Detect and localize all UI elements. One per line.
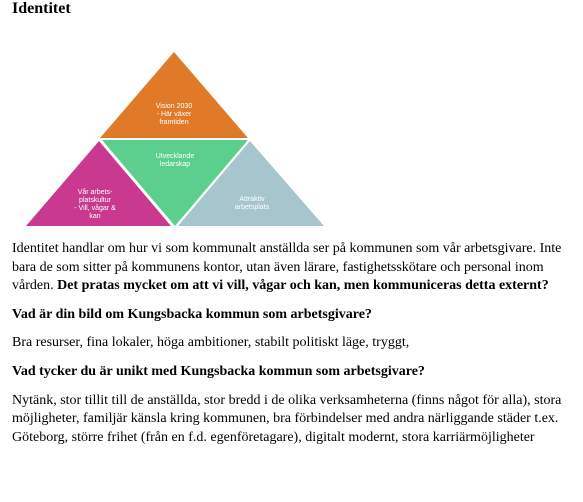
pyramid-label-line: ledarskap	[159, 161, 191, 168]
intro-text: Identitet handlar om hur vi som kommunalt anställda ser på kommunen som vår arbetsgivare. Inte bara de som sitter på kommunens kontor, utan även lärare, fastighetsskötare och personal inom vården.	[12, 241, 562, 294]
answer-2: Nytänk, stor tillit till de anställda, stor bredd i de olika verksamheterna (finns något för alla), stora möjligheter, familjär känsla kring kommunen, bra förbindelser med andra närliggande städer t.ex. Göteborg, större frihet (från en f.d. egenföretagare), digitalt modernt, stora karriärmöjligheter	[12, 392, 562, 445]
pyramid-label-line: platskultur	[79, 197, 111, 204]
pyramid-svg	[12, 48, 328, 228]
pyramid-center-label	[156, 153, 195, 168]
document-body	[12, 240, 572, 457]
pyramid-label-line: Attraktiv	[239, 196, 265, 203]
pyramid-label-line: Vision 2030	[155, 103, 193, 110]
pyramid-top-label	[156, 103, 193, 126]
pyramid-label-line: - Vill, vågar &	[74, 205, 116, 212]
pyramid-label-line: framtiden	[159, 119, 189, 126]
question-1: Vad är din bild om Kungsbacka kommun som arbetsgivare?	[12, 306, 372, 322]
answer-1: Bra resurser, fina lokaler, höga ambitioner, stabilt politiskt läge, tryggt,	[12, 335, 410, 351]
pyramid-label-line: Utvecklande	[155, 153, 195, 160]
intro-question: Det pratas mycket om att vi vill, vågar och kan, men kommuniceras detta externt?	[57, 278, 549, 294]
intro-paragraph	[12, 240, 572, 296]
question-2: Vad tycker du är unikt med Kungsbacka kommun som arbetsgivare?	[12, 363, 425, 379]
document-page	[12, 0, 577, 445]
section-heading: Identitet	[12, 0, 71, 17]
pyramid-right-label	[235, 196, 270, 211]
pyramid-label-line: arbetsplats	[234, 204, 270, 211]
pyramid-label-line: Vår arbets-	[77, 189, 113, 196]
pyramid-label-line: kan	[89, 213, 101, 220]
pyramid-label-line: - Här växer	[156, 111, 192, 118]
identity-pyramid-diagram	[12, 48, 328, 228]
